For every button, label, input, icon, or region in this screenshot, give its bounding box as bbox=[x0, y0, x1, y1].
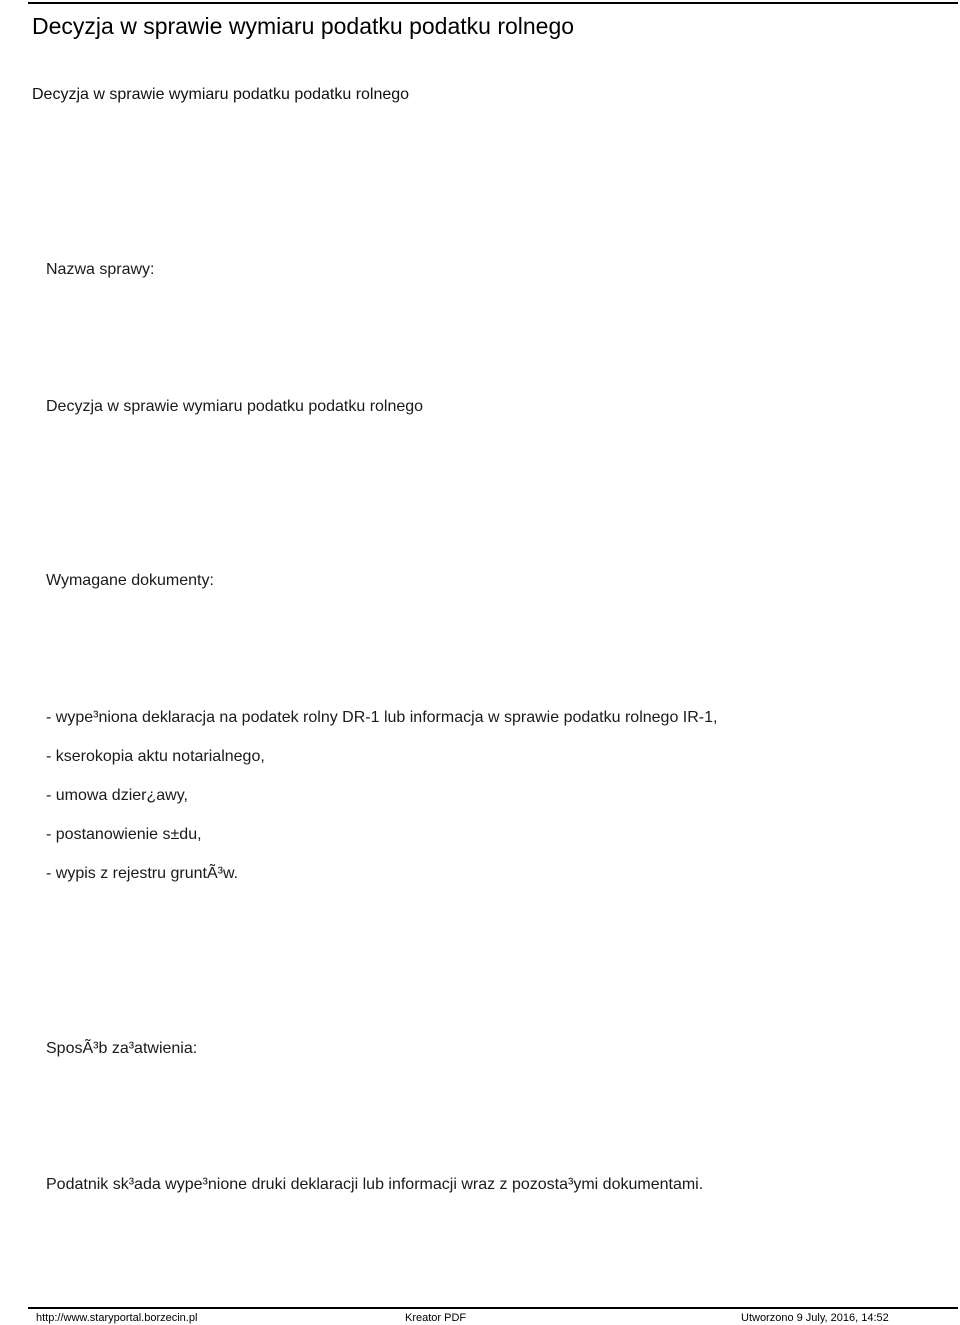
required-document-item: - postanowienie s±du, bbox=[46, 826, 202, 843]
required-document-item: - wype³niona deklaracja na podatek rolny DR-1 lub informacja w sprawie podatku rolnego IR-1, bbox=[46, 709, 718, 726]
procedure-value: Podatnik sk³ada wype³nione druki deklaracji lub informacji wraz z pozosta³ymi dokumentami. bbox=[46, 1176, 704, 1193]
case-name-label: Nazwa sprawy: bbox=[46, 261, 155, 278]
footer-url-link[interactable]: http://www.staryportal.borzecin.pl bbox=[36, 1312, 198, 1324]
required-document-item: - umowa dzier¿awy, bbox=[46, 787, 188, 804]
footer-created-date: Utworzono 9 July, 2016, 14:52 bbox=[741, 1312, 889, 1324]
procedure-label: SposÃ³b za³atwienia: bbox=[46, 1040, 198, 1057]
required-document-item: - kserokopia aktu notarialnego, bbox=[46, 748, 265, 765]
required-document-item: - wypis z rejestru gruntÃ³w. bbox=[46, 865, 239, 882]
document-subtitle: Decyzja w sprawie wymiaru podatku podatku rolnego bbox=[32, 86, 410, 103]
footer-rule bbox=[28, 1307, 958, 1309]
header-rule bbox=[28, 2, 958, 4]
required-documents-label: Wymagane dokumenty: bbox=[46, 572, 214, 589]
footer-generator: Kreator PDF bbox=[405, 1312, 467, 1324]
document-title: Decyzja w sprawie wymiaru podatku podatku rolnego bbox=[32, 13, 575, 39]
case-name-value: Decyzja w sprawie wymiaru podatku podatku rolnego bbox=[46, 398, 424, 415]
